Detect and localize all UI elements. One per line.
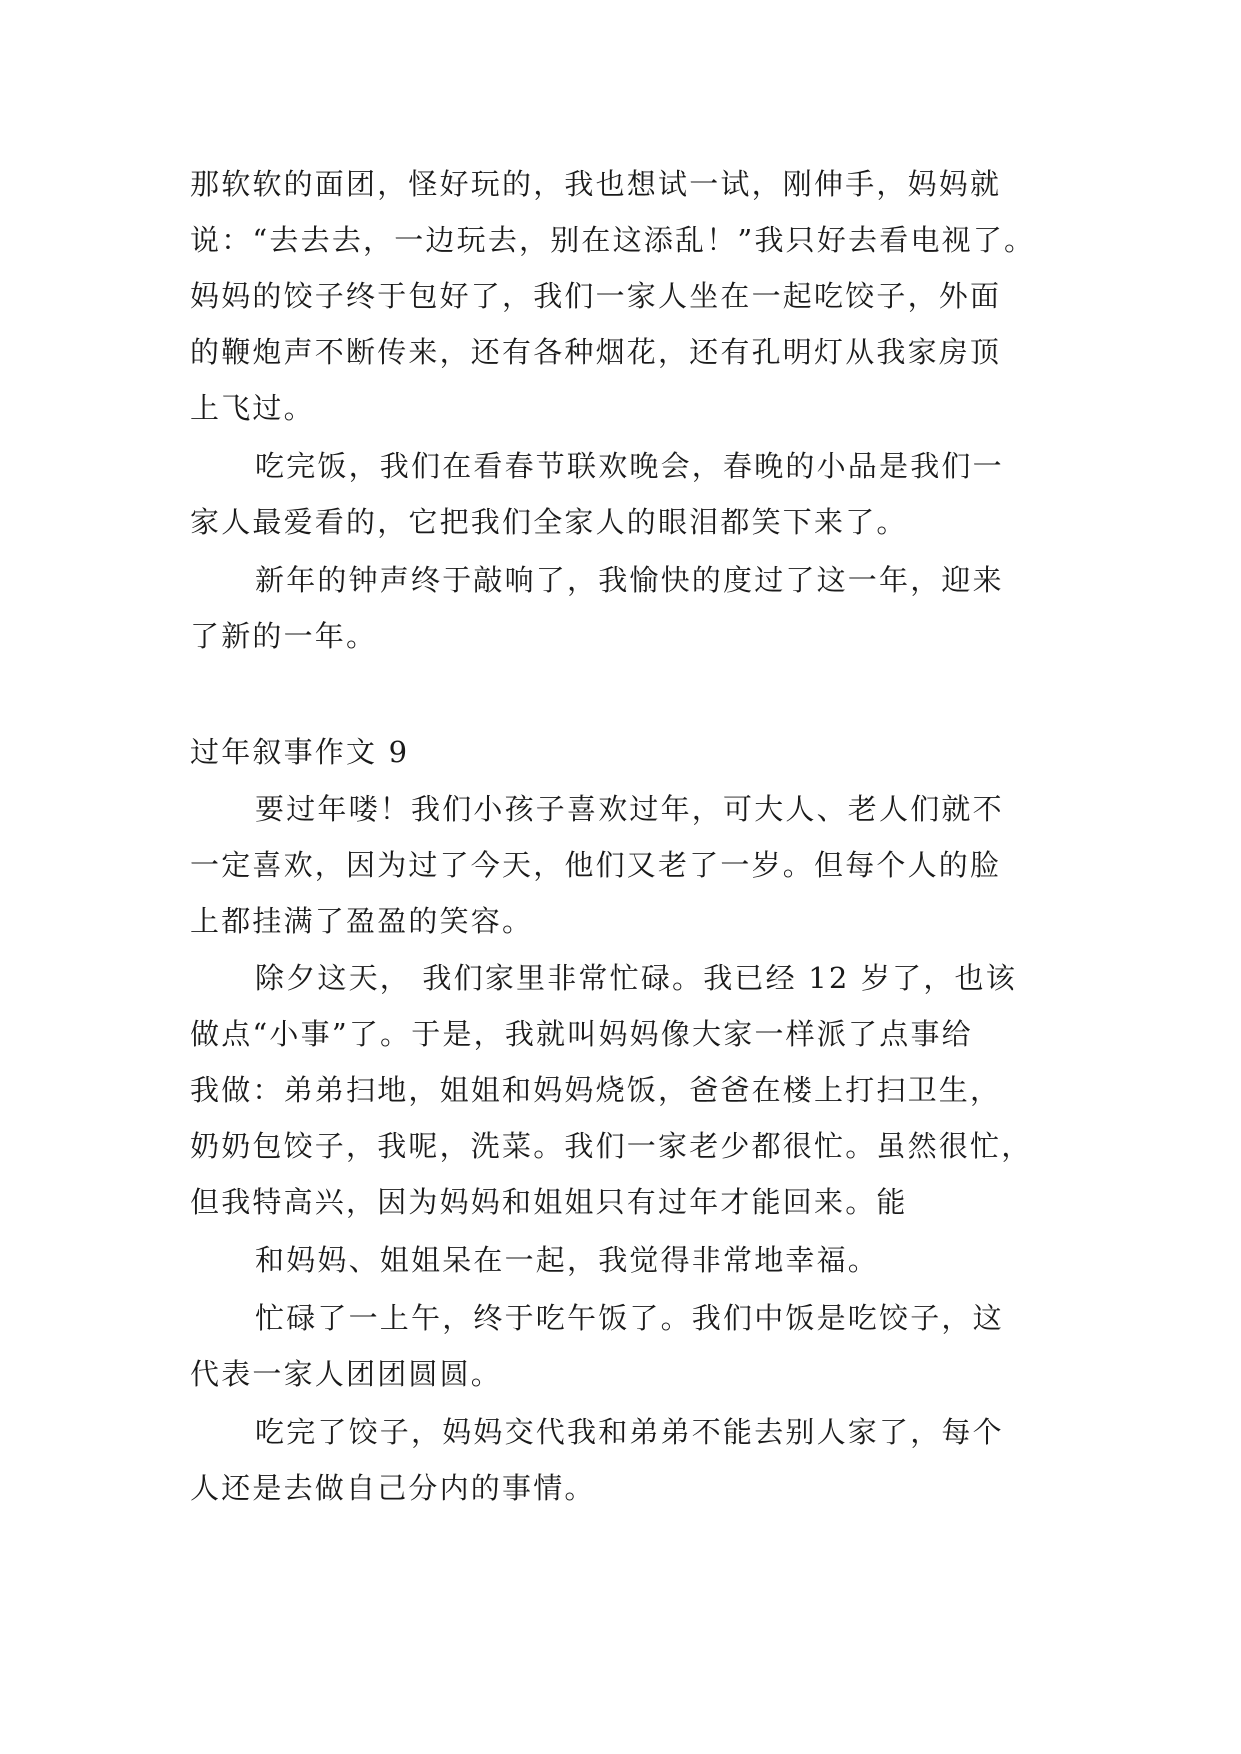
text-line: 那软软的面团，怪好玩的，我也想试一试，刚伸手，妈妈就 bbox=[190, 167, 1002, 201]
text-line: 吃完了饺子，妈妈交代我和弟弟不能去别人家了，每个 bbox=[255, 1415, 1004, 1449]
text-line: 说：“去去去，一边玩去，别在这添乱！”我只好去看电视了。 bbox=[190, 223, 1036, 257]
text-line: 做点“小事”了。于是，我就叫妈妈像大家一样派了点事给 bbox=[190, 1017, 973, 1051]
text-line: 的鞭炮声不断传来，还有各种烟花，还有孔明灯从我家房顶 bbox=[190, 335, 1002, 369]
text-line: 但我特高兴，因为妈妈和姐姐只有过年才能回来。能 bbox=[190, 1185, 908, 1219]
text-line: 和妈妈、姐姐呆在一起，我觉得非常地幸福。 bbox=[255, 1243, 880, 1277]
text-line: 上飞过。 bbox=[190, 391, 315, 425]
text-line: 忙碌了一上午，终于吃午饭了。我们中饭是吃饺子，这 bbox=[255, 1301, 1004, 1335]
text-line: 新年的钟声终于敲响了，我愉快的度过了这一年，迎来 bbox=[255, 563, 1004, 597]
text-line: 吃完饭，我们在看春节联欢晚会，春晚的小品是我们一 bbox=[255, 449, 1004, 483]
text-line: 一定喜欢，因为过了今天，他们又老了一岁。但每个人的脸 bbox=[190, 848, 1002, 882]
text-line: 我做：弟弟扫地，姐姐和妈妈烧饭，爸爸在楼上打扫卫生， bbox=[190, 1073, 1002, 1107]
text-line: 上都挂满了盈盈的笑容。 bbox=[190, 904, 534, 938]
text-line: 奶奶包饺子，我呢，洗菜。我们一家老少都很忙。虽然很忙， bbox=[190, 1129, 1033, 1163]
text-line: 除夕这天， 我们家里非常忙碌。我已经 12 岁了，也该 bbox=[255, 961, 1017, 995]
text-line: 要过年喽！我们小孩子喜欢过年，可大人、老人们就不 bbox=[255, 792, 1004, 826]
text-line: 人还是去做自己分内的事情。 bbox=[190, 1471, 596, 1505]
text-line: 家人最爱看的，它把我们全家人的眼泪都笑下来了。 bbox=[190, 505, 908, 539]
text-line: 了新的一年。 bbox=[190, 619, 378, 653]
essay-title: 过年叙事作文 9 bbox=[190, 735, 410, 769]
text-line: 代表一家人团团圆圆。 bbox=[190, 1357, 503, 1391]
text-line: 妈妈的饺子终于包好了，我们一家人坐在一起吃饺子，外面 bbox=[190, 279, 1002, 313]
